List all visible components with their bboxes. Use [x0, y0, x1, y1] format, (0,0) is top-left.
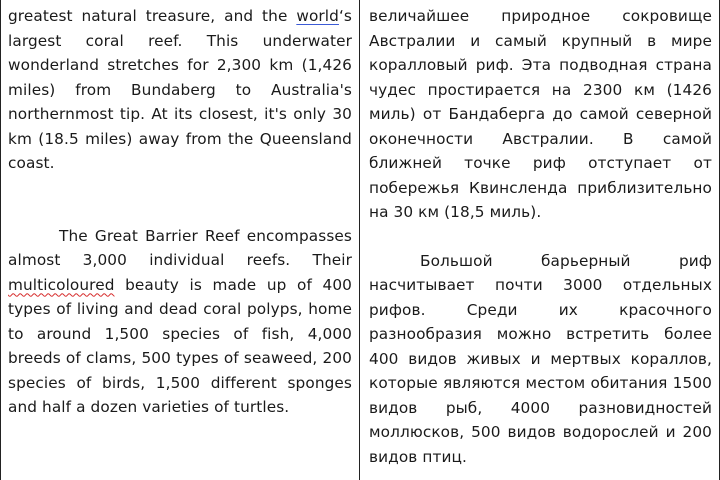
english-paragraph-2-lead: The Great Barrier Reef encompasses almost 3,000 individual reefs. Their	[8, 226, 352, 269]
paragraph-spacing	[8, 176, 352, 224]
table-border-center	[359, 0, 360, 480]
english-paragraph-2-rest: beauty is made up of 400 types of living and dead coral polyps, home to around 1,500 species of fish, 4,000 breeds of clams, 500 types of seaweed, 200 species of birds, 1,500 different sponges and half a dozen varieties of turtles.	[8, 275, 352, 416]
spelling-flagged-word[interactable]: multicoloured	[8, 275, 115, 294]
russian-paragraph-2: Большой барьерный риф насчитывает почти 3000 отдельных рифов. Среди их красочного разнообразия можно встретить более 400 видов живых и мертвых кораллов, которые являются местом обитания 1500 видов рыб, 4000 разновидностей моллюсков, 500 видов водорослей и 200 видов птиц.	[369, 251, 712, 466]
grammar-flagged-word[interactable]: world	[296, 7, 339, 25]
english-paragraph-1-lead: greatest natural treasure, and the	[8, 7, 297, 25]
english-column	[8, 4, 352, 420]
paragraph-spacing	[369, 225, 712, 249]
english-paragraph-2	[8, 224, 352, 420]
russian-column	[369, 4, 712, 469]
english-paragraph-1-rest: ‘s largest coral reef. This underwater wonderland stretches for 2,300 km (1,426 miles) from Bundaberg to Australia's northernmost tip. At its closest, it's only 30 km (18.5 miles) away from the Queensland coast.	[8, 7, 352, 172]
table-border-left	[0, 0, 1, 480]
english-paragraph-1	[8, 4, 352, 176]
russian-paragraph-1: величайшее природное сокровище Австралии и самый крупный в мире коралловый риф. Эта подводная страна чудес простирается на 2300 км (1426 миль) от Бандаберга до самой северной оконечности Австралии. В самой ближней точке риф отступает от побережья Квинсленда приблизительно на 30 км (18,5 миль).	[369, 7, 712, 221]
